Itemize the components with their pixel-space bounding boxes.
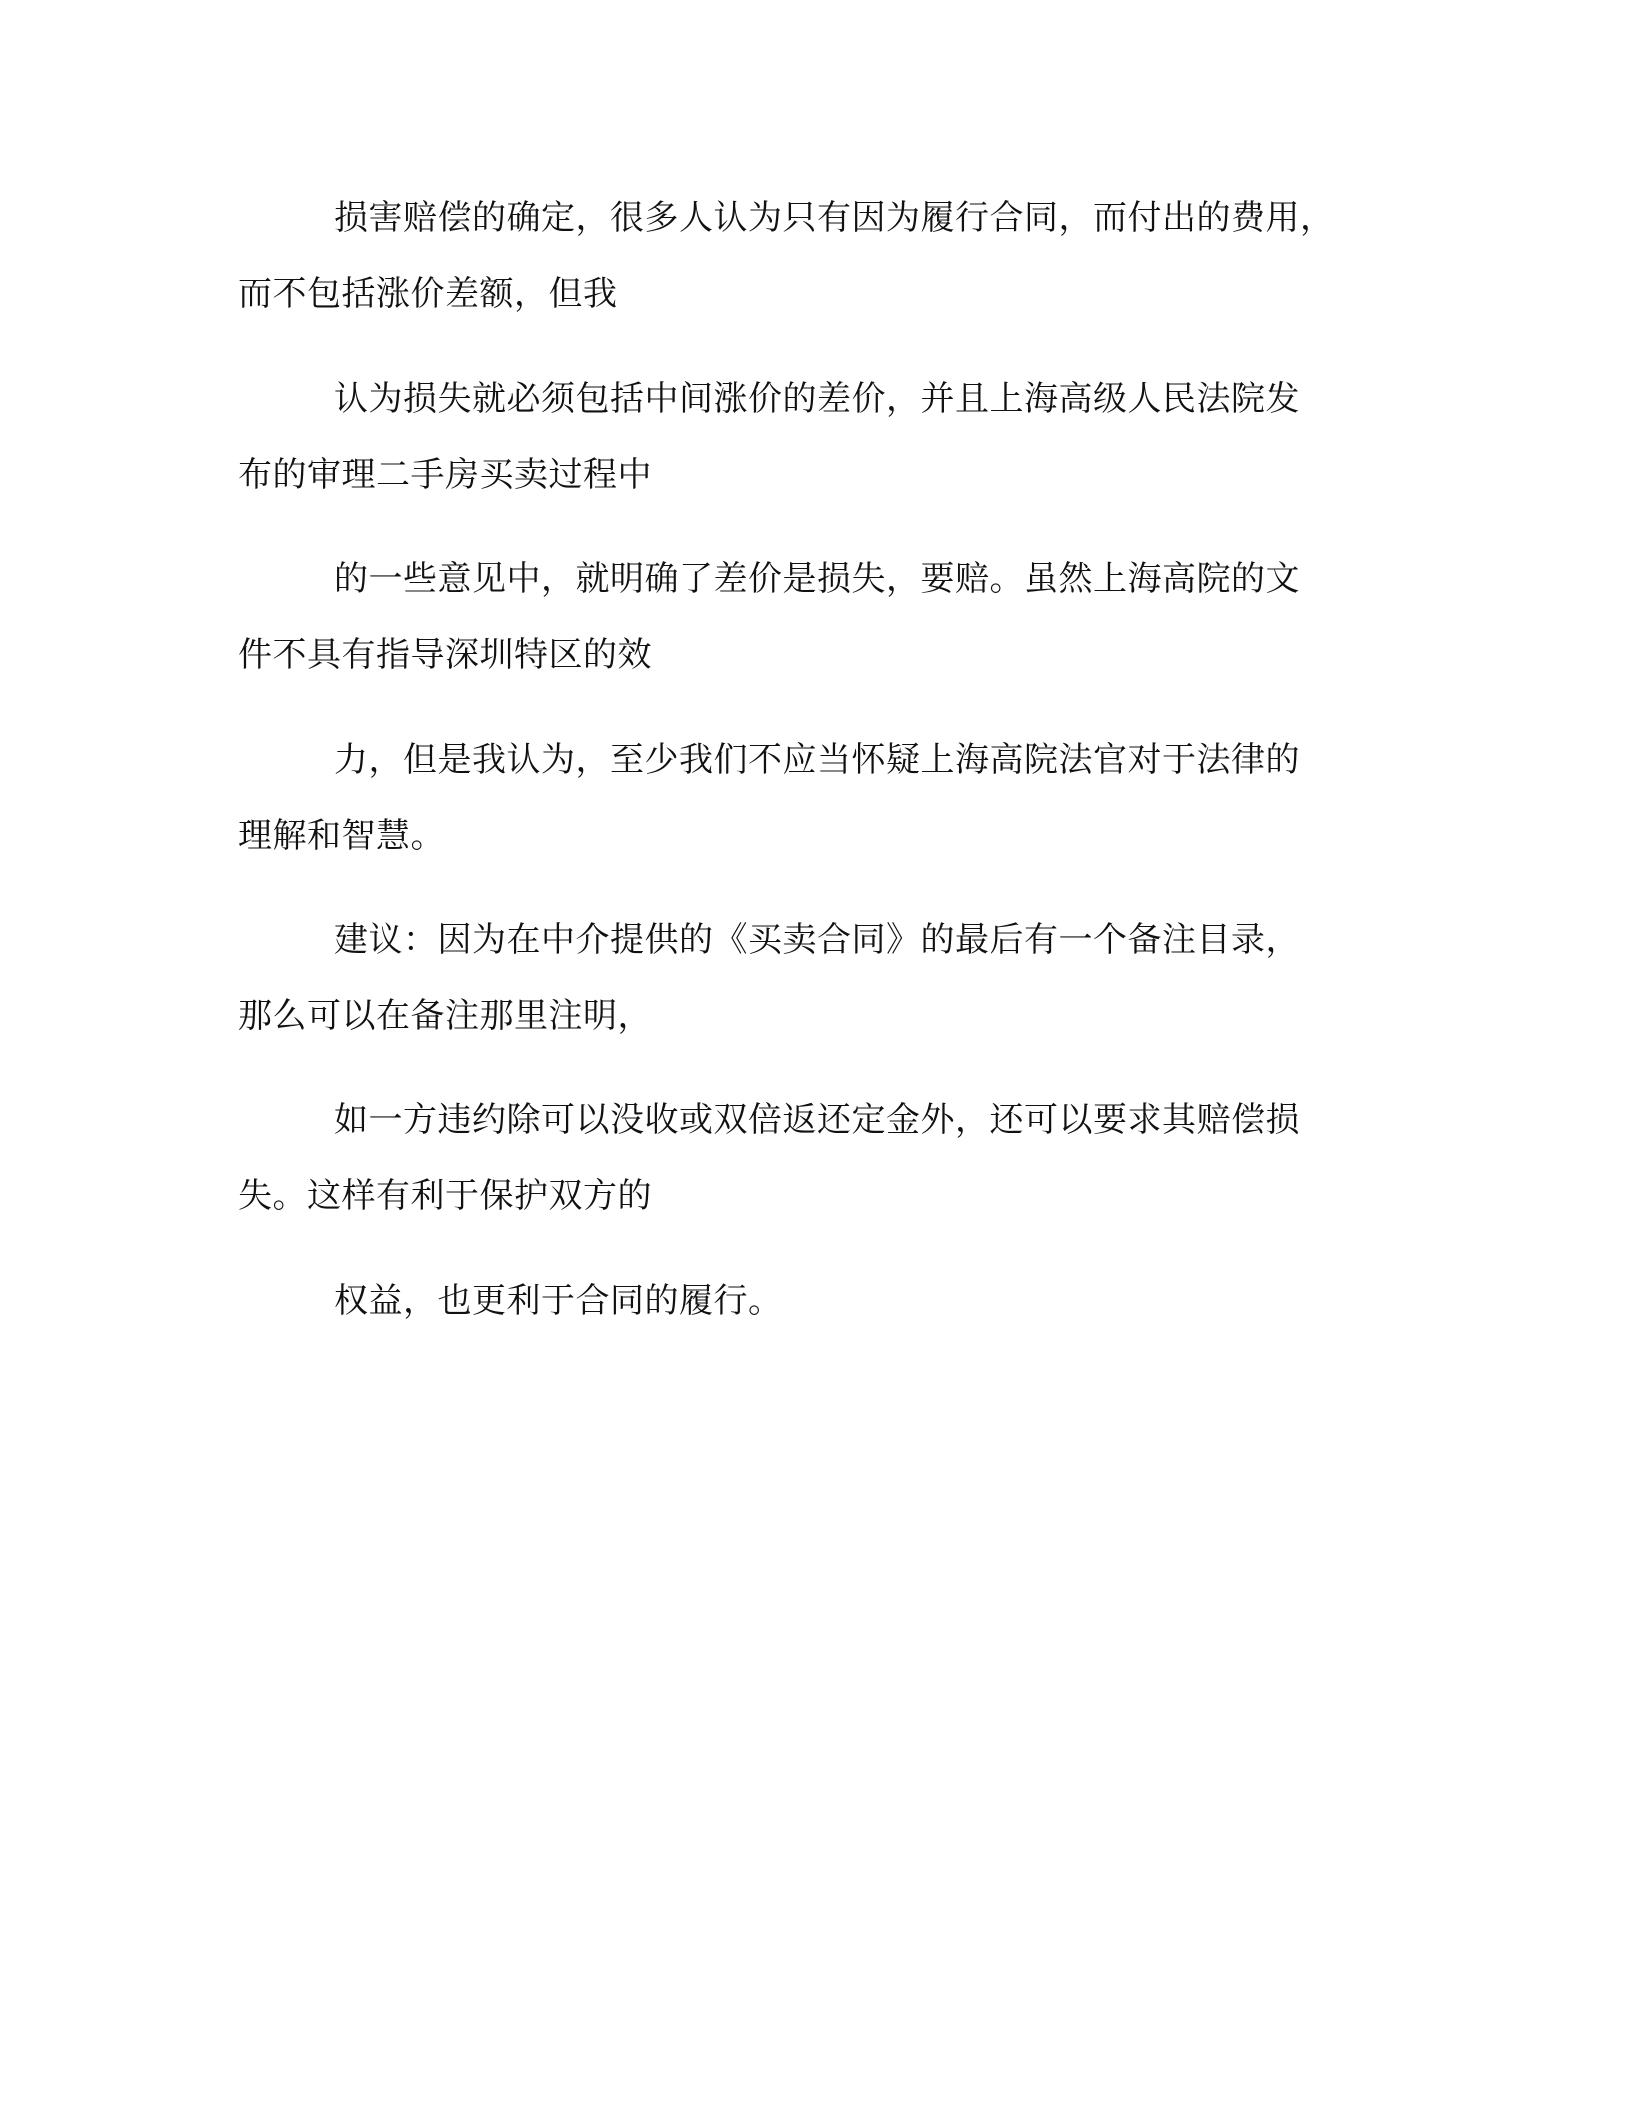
paragraph-line: 权益，也更利于合同的履行。 [334,1281,783,1321]
paragraph-3 [238,541,1408,693]
paragraph-line: 建议：因为在中介提供的《买卖合同》的最后有一个备注目录， [334,920,1300,960]
paragraph-line: 失。这样有利于保护双方的 [238,1176,652,1216]
paragraph-line: 而不包括涨价差额，但我 [238,274,618,314]
paragraph-line: 损害赔偿的确定，很多人认为只有因为履行合同，而付出的费用， [334,198,1335,238]
paragraph-line: 的一些意见中，就明确了差价是损失，要赔。虽然上海高院的文 [334,559,1300,599]
paragraph-line: 布的审理二手房买卖过程中 [238,455,652,495]
paragraph-2 [238,361,1408,513]
paragraph-line: 如一方违约除可以没收或双倍返还定金外，还可以要求其赔偿损 [334,1100,1300,1140]
paragraph-line: 认为损失就必须包括中间涨价的差价，并且上海高级人民法院发 [334,379,1300,419]
paragraph-1 [238,180,1408,332]
paragraph-6 [238,1082,1408,1234]
paragraph-line: 力，但是我认为，至少我们不应当怀疑上海高院法官对于法律的 [334,740,1300,780]
paragraph-line: 那么可以在备注那里注明， [238,996,652,1036]
paragraph-7 [238,1263,1408,1339]
paragraph-line: 理解和智慧。 [238,816,445,856]
paragraph-4 [238,722,1408,874]
paragraph-line: 件不具有指导深圳特区的效 [238,635,652,675]
paragraph-5 [238,902,1408,1054]
